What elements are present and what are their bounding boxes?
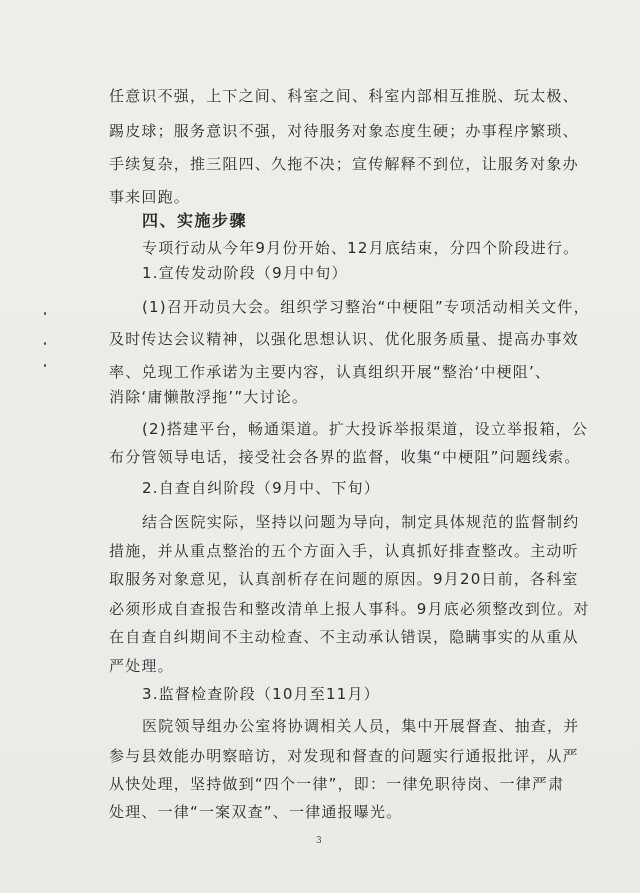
paragraph-line-2: 踢皮球；服务意识不强，对待服务对象态度生硬；办事程序繁琐、	[109, 122, 579, 140]
paragraph-line-12: (2)搭建平台，畅通渠道。扩大投诉举报渠道，设立举报箱，公	[142, 420, 589, 438]
paragraph-line-23: 参与县效能办明察暗访，对发现和督查的问题实行通报批评，从严	[109, 747, 579, 765]
paragraph-line-3: 手续复杂，推三阻四、久拖不决；宣传解释不到位，让服务对象办	[109, 155, 579, 173]
paragraph-line-9: 及时传达会议精神，以强化思想认识、优化服务质量、提高办事效	[109, 330, 579, 348]
paragraph-line-10: 率、兑现工作承诺为主要内容，认真组织开展“整治‘中梗阻’、	[109, 363, 552, 381]
paragraph-line-24: 从快处理，坚持做到“四个一律”，即：一律免职待岗、一律严肃	[109, 775, 565, 793]
paragraph-line-16: 措施，并从重点整治的五个方面入手，认真抓好排查整改。主动听	[109, 542, 579, 560]
paragraph-line-17: 取服务对象意见，认真剖析存在问题的原因。9月20日前，各科室	[109, 570, 579, 588]
subheading-phase-1: 1.宣传发动阶段（9月中旬）	[142, 264, 348, 282]
paragraph-line-22: 医院领导组办公室将协调相关人员，集中开展督查、抽查，并	[142, 717, 580, 735]
paragraph-line-20: 严处理。	[109, 657, 174, 675]
scan-speck	[44, 312, 46, 315]
scan-speck	[44, 342, 46, 345]
paragraph-line-11: 消除‘庸懒散浮拖’”大讨论。	[109, 388, 309, 406]
paragraph-line-1: 任意识不强，上下之间、科室之间、科室内部相互推脱、玩太极、	[109, 87, 579, 105]
paragraph-line-6: 专项行动从今年9月份开始、12月底结束，分四个阶段进行。	[142, 239, 580, 257]
page-number: 3	[316, 836, 322, 846]
scan-speck	[44, 364, 46, 367]
paragraph-line-4: 事来回跑。	[109, 188, 191, 206]
subheading-phase-2: 2.自查自纠阶段（9月中、下旬）	[142, 479, 381, 497]
paragraph-line-13: 布分管领导电话，接受社会各界的监督，收集“中梗阻”问题线索。	[109, 448, 581, 466]
paragraph-line-8: (1)召开动员大会。组织学习整治“中梗阻”专项活动相关文件，	[142, 298, 590, 316]
paragraph-line-19: 在自查自纠期间不主动检查、不主动承认错误，隐瞒事实的从重从	[109, 628, 579, 646]
paragraph-line-25: 处理、一律“一案双查”、一律通报曝光。	[109, 803, 403, 821]
paragraph-line-18: 必须形成自查报告和整改清单上报人事科。9月底必须整改到位。对	[109, 600, 590, 618]
section-heading: 四、实施步骤	[142, 211, 248, 230]
subheading-phase-3: 3.监督检查阶段（10月至11月）	[142, 685, 380, 703]
paragraph-line-15: 结合医院实际，坚持以问题为导向，制定具体规范的监督制约	[142, 513, 580, 531]
